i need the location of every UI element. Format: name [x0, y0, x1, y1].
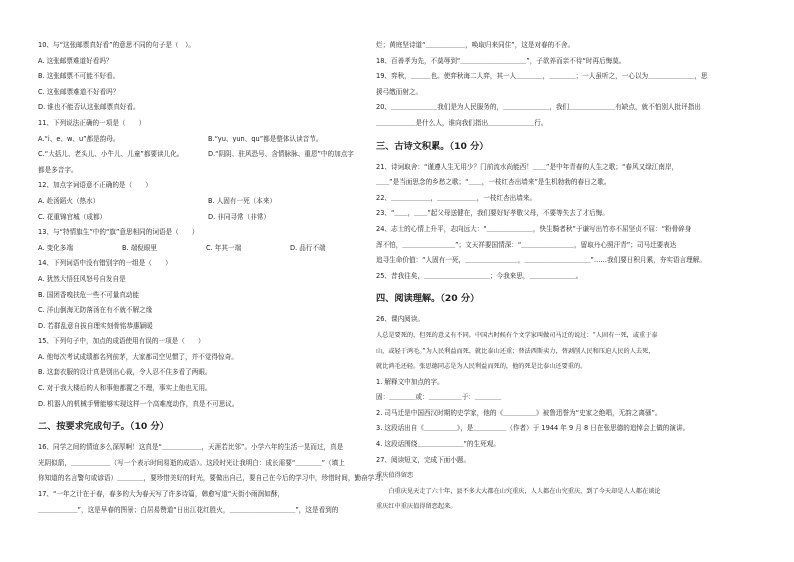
- q16-line-1: 16、同学之间的情谊多么深厚啊！这真是“＿＿＿＿＿＿，天涯若比邻”。小学六年的生活一晃而过，真是: [38, 443, 344, 452]
- section-2-title: 二、按要求完成句子。（10 分）: [38, 421, 169, 433]
- q25-line: 25、昔我往矣，＿＿＿＿＿＿＿＿＿＿；今我来思，＿＿＿＿＿＿＿。: [376, 271, 583, 280]
- q18-line: 18、百善孝为先，不莫辱到“＿＿＿＿＿＿＿＿＿＿”，子欲养而亲不待“时再后悔莫。: [376, 56, 626, 65]
- q13-option-b: B. 端倪眼里: [122, 243, 158, 252]
- q11-option-b: B.“yu、yun、qu”都是整体认读音节。: [208, 134, 323, 143]
- q19-line-1: 19、弈秋，＿＿＿也。使弈秋诲二人弈，其一人＿＿＿＿，＿＿＿＿；一人虽听之，一心以为＿＿＿＿＿＿＿，思: [376, 72, 708, 81]
- section-4-title: 四、阅读理解。（20 分）: [376, 293, 480, 305]
- q14-option-c: C. 洋山倒海无防落汤在有不就不解之缘: [38, 306, 153, 315]
- passage-line-3: 就比鸿毛还轻。张思德同志是为人民利益而死的，他的死是比泰山还要重的。: [376, 363, 587, 371]
- q12-option-a: A. 赴汤蹈火（热水）: [38, 196, 100, 205]
- q26-1-stem: 1. 解释文中加点的字。: [376, 377, 444, 386]
- q26-1-blanks: 固：＿＿＿＿或：＿＿＿＿＿于：＿＿＿＿: [376, 393, 502, 402]
- right-column: [376, 38, 734, 515]
- q15-option-a: A. 他每次考试成绩都名列前茅，大家都司空见惯了，并不觉得惊奇。: [38, 352, 238, 361]
- q26-2: 2. 司马迁是中国西汉时期的史学家，他的《＿＿＿＿＿》被鲁迅誉为“史家之绝唱，无韵之离骚”。: [376, 408, 662, 417]
- q12-option-d: D. 非同寻常（非常）: [208, 212, 271, 221]
- q12-row-2: [38, 210, 396, 226]
- passage-2-title: 重庆值得留恋: [376, 472, 414, 480]
- q16-line-3: 你知道的名言警句或谚语）＿＿＿＿，要珍惜美好的时光，要做出自己，要自己在今后的学习中，珍惜时间，勤奋学习。: [38, 474, 388, 483]
- q15-option-c: C. 对于我大楼后的人和事他都置之不理，事实上他也无用。: [38, 384, 212, 393]
- q10-option-a: A. 这张邮票难道好看吗？: [38, 56, 113, 65]
- q24-line-3: 追寻生命价值：“人固有一死，＿＿＿＿＿＿＿＿，＿＿＿＿＿＿＿＿＿＿”……我们要日积月累，夯实语言理解。: [376, 256, 706, 265]
- q26-label: 26、课内阅读。: [376, 315, 424, 324]
- q14-option-d: D. 若群乱意自拔自理实刻骨铭恭惠颖暖: [38, 321, 153, 330]
- q14-option-b: B. 国团香嗅扶危一些不可量真动能: [38, 290, 140, 299]
- q15-stem: 15、下列句子中，加点的成语使用有误的一项是（ ）: [38, 337, 205, 346]
- section-3-title: 三、古诗文积累。（10 分）: [376, 140, 489, 152]
- q13-option-c: C. 年其一端: [206, 243, 242, 252]
- q17-continuation: 烂；黄庭坚诗道“＿＿＿＿＿＿，唤取归来同住”，这是对春的不舍。: [376, 41, 575, 49]
- q13-option-a: A. 变化多端: [38, 243, 73, 252]
- q24-line-2: 浑不怕，＿＿＿＿＿＿＿＿”；文天祥要国情深：“＿＿＿＿＿＿＿＿，留取丹心照汗青”；司马迁要表达: [376, 240, 677, 249]
- q11-option-c: C.“大括儿、老头儿、小牛儿、儿童”都要读儿化。: [38, 150, 184, 159]
- passage-2-line-2: 重庆红中重庆值得留恋起来。: [376, 503, 457, 511]
- q26-4: 4. 这段话围绕＿＿＿＿＿＿＿”的生死观。: [376, 440, 500, 449]
- q23-line: 23、“＿＿，＿＿”起父母送健在，我们要好好孝敬父母，不要等失去了才后悔。: [376, 209, 609, 218]
- q10-option-d: D. 谁也不能否认这张邮票真好看。: [38, 103, 140, 112]
- q22-line: 22、＿＿＿＿＿＿，＿＿＿＿＿＿，一枝红杏出墙来。: [376, 193, 537, 202]
- q11-option-d: D.“阴阴、驻风恐号、含情脉脉、重恩”中的加点字: [208, 150, 354, 159]
- passage-line-2: 山，或轻于鸿毛。”为人民利益而死，就比泰山还重；替法西斯卖力，替剥削人民和压迫人民的人去死，: [376, 347, 655, 355]
- q27-label: 27、阅读短文，完成下面小题。: [376, 455, 471, 464]
- q21-line-1: 21、诗词取舍：“谨遵人生无用少？门前流水尚能西！＿＿”是中年青春的人生之歌；“春风又绿江南岸，: [376, 162, 679, 171]
- q11-row-1: [38, 132, 396, 148]
- q13-option-d: D. 品行不端: [290, 243, 326, 252]
- q11-continuation: 都是多音字。: [38, 165, 78, 174]
- q12-row-1: [38, 194, 396, 210]
- passage-line-1: 人总是要死的，但死的意义有不同。中国古时候有个文学家叫做司马迁的说过：“人固有一死，或重于泰: [376, 331, 658, 339]
- q17-line-1: 17、“一年之计在于春，春多的大为春天写了许多诗篇，韩愈写道“天街小雨润如酥，: [38, 490, 285, 499]
- q20-line-2: ＿＿＿＿＿＿是什么人，谁向我们指出＿＿＿＿＿＿＿行。: [376, 118, 548, 127]
- q16-line-2: 光阴似箭，＿＿＿＿＿＿（写一个表示时间易逝的成语）。这段时光让我明白：成长需要“＿＿＿＿”（填上: [38, 458, 345, 467]
- q13-options: [38, 241, 396, 257]
- q12-stem: 12、加点字词语意不正确的是（ ）: [38, 181, 152, 190]
- q14-stem: 14、下列词语中没有错别字的一组是（ ）: [38, 259, 172, 268]
- q14-option-a: A. 犹然大悟狂风怒号自发自是: [38, 274, 126, 283]
- q11-option-a: A.“i、e、w、u”都是韵母。: [38, 134, 120, 143]
- q11-stem: 11、下列说法正确的一项是（ ）: [38, 118, 146, 127]
- q17-line-2: ＿＿＿＿＿＿”，这是早春的图景；白居易赞道“日出江花红胜火，＿＿＿＿＿＿＿＿＿＿”，这是看到的: [38, 505, 339, 514]
- q10-option-b: B. 这张邮票不可能不好看。: [38, 72, 120, 81]
- q15-option-b: B. 这套衣服的设计真是别出心裁，令人忍不住多看了两眼。: [38, 368, 212, 377]
- q13-stem: 13、与“特情旗生”中的“旗”意思相同的词语是（ ）: [38, 228, 199, 237]
- q12-option-c: C. 花重锦官城（成都）: [38, 212, 107, 221]
- q12-option-b: B. 人固有一死（本来）: [208, 196, 277, 205]
- q26-3: 3. 这段话出自《＿＿＿＿＿》，是＿＿＿＿＿（作者）于 1944 年 9 月 8 日在张思德的追悼会上做的演讲。: [376, 424, 690, 433]
- q21-line-2: ＿＿”是当面思念的乡愁之歌；“＿＿，一枝红杏出墙来”是生机勃勃的春日之歌。: [376, 178, 611, 187]
- q11-row-2: [38, 147, 396, 163]
- q10-option-c: C. 这张邮票难道不好看吗？: [38, 87, 120, 96]
- q15-option-d: D. 机器人的机械手臂能够实现这样一个高难度动作，真是不可思议。: [38, 399, 239, 408]
- q19-line-2: 援弓缴而射之。: [376, 87, 423, 96]
- q24-line-1: 24、志士的心情上升平，志向远大：“＿＿＿＿＿＿＿，快生騎者秋”于谦写出竹亦不屈坚贞不屈：“粉骨碎身: [376, 224, 692, 233]
- left-column: [38, 38, 396, 518]
- q10-stem: 10、与“这张邮票真好看”的意思不同的句子是（ ）。: [38, 41, 195, 49]
- passage-2-line-1: 白重庆见天走了六十年，县不多大大都在山究重庆，人人都在山究重庆，到了今天却是人人都在谈论: [376, 487, 661, 495]
- q20-line-1: 20、＿＿＿＿＿＿＿我们是为人民服务的，＿＿＿＿＿＿＿，我们＿＿＿＿＿＿＿有缺点，就不怕别人批评指出: [376, 103, 701, 112]
